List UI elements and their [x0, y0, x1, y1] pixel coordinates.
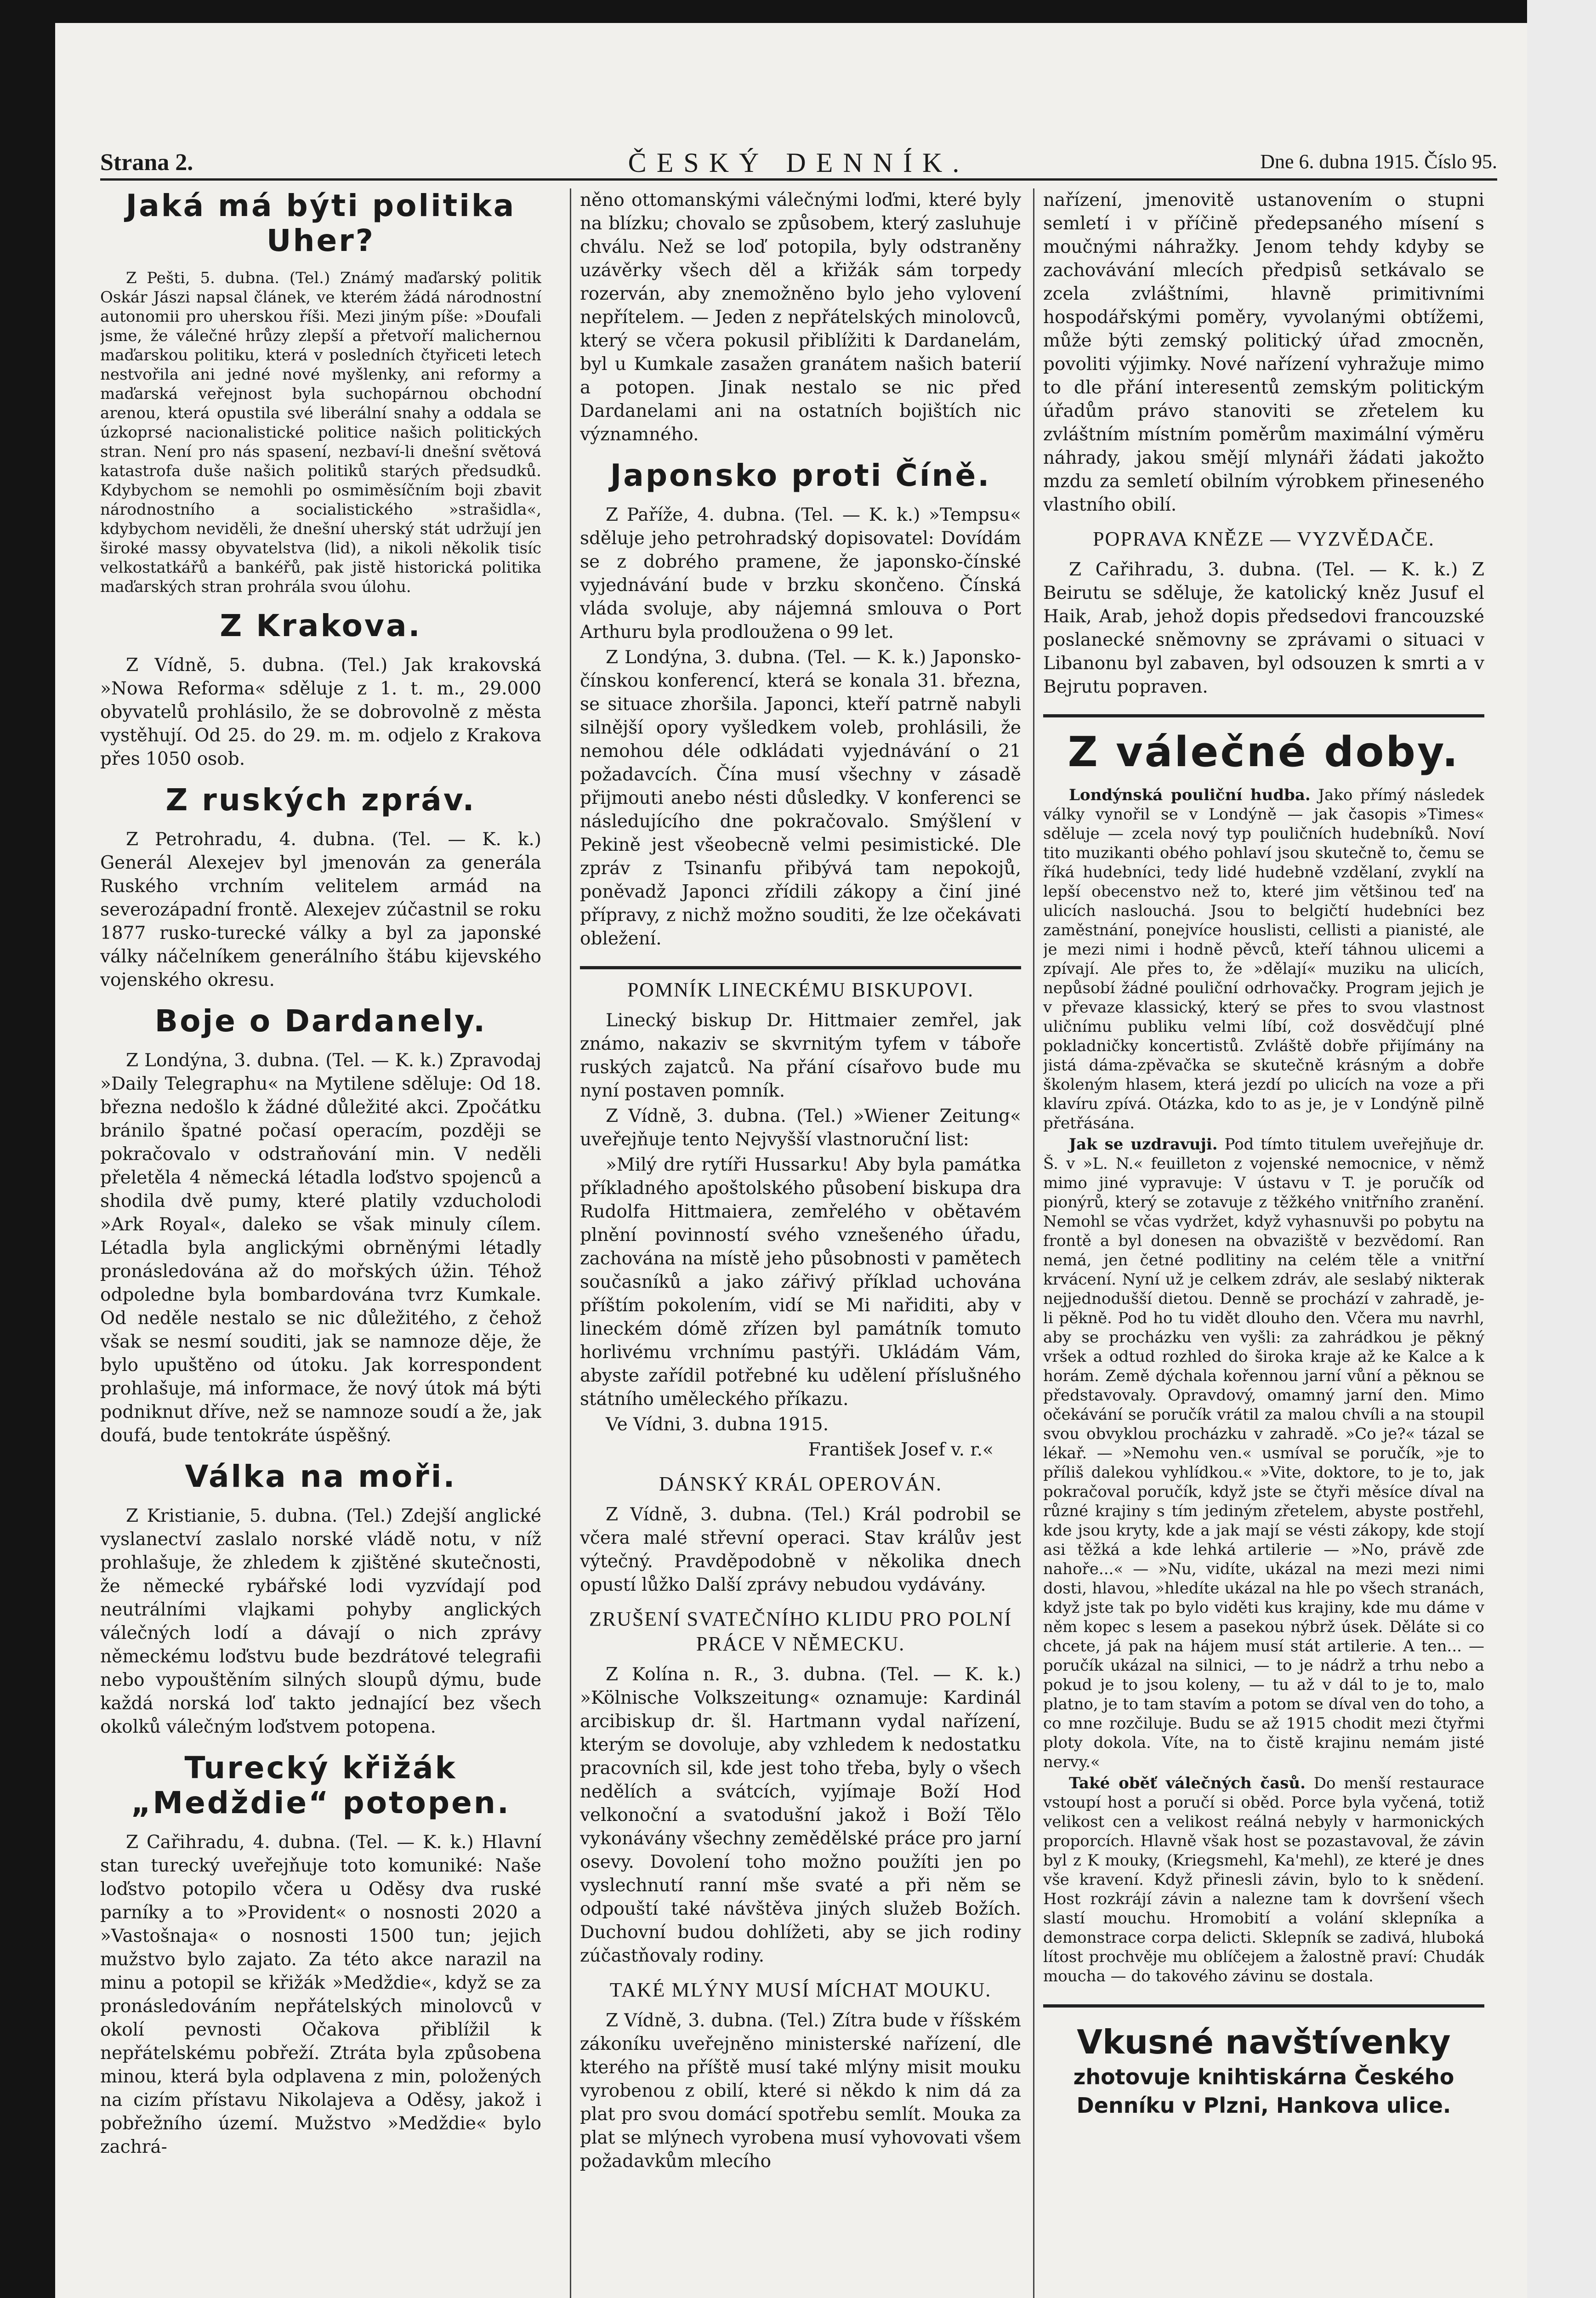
article-text: Z Cařihradu, 4. dubna. (Tel. — K. k.) Hlavní stan turecký uveřejňuje toto komuniké: Naše loďstvo potopilo včera u Oděsy dva ruské parníky a to »Provident« o nosnosti 2020 a »Vastošnaja« o nosnosti 1500 tun; jejich mužstvo bylo zajato. Za této akce narazil na minu a potopil se křižák »Medždie«, když se za pronásledováním nepřátelských minolovců v okolí pevnosti Očakova přiblížil k nepřátelskému pobřeží. Ztráta byla způsobena minou, která byla odplavena z min, položených na cizím přístavu Nikolajeva a Oděsy, jakož i pobřežního území. Mužstvo »Medždie« bylo zachrá-: [100, 1832, 541, 2157]
article-text: [1043, 1135, 1484, 1772]
signature-line: František Josef v. r.«: [808, 1439, 994, 1460]
article-title-war-at-sea: Válka na moři.: [185, 1459, 457, 1494]
article-title-krakow: Z Krakova.: [220, 608, 422, 643]
item-text: Do menší restaurace vstoupí host a poručí si oběd. Porce byla vyčená, totiž velikost cen a velikost reálná nebyly v harmonických proporcích. Hlavně však host se pozastavoval, že závin byl z K mouky, (Kriegsmehl, Ka'mehl), ze které je dnes vše kravení. Když přinesli závin, bylo to k snědení. Host rozkrájí závin a nalezne tam k dovršení všech slastí mouchu. Hromobití a volání sklepníka a demonstrace corpa delicti. Sklepník se zadivá, hluboká lítost prochvěje mu oblíčejem a žalostně praví: Chudák moucha — do takového závinu se dostala.: [1043, 1774, 1484, 1985]
article-title-danish-king: DÁNSKÝ KRÁL OPEROVÁN.: [659, 1473, 943, 1495]
article-title-mills: TAKÉ MLÝNY MUSÍ MÍCHAT MOUKU.: [609, 1979, 992, 2001]
article-text: Z Paříže, 4. dubna. (Tel. — K. k.) »Tempsu« sděluje jeho petrohradský dopisovatel: Dovídám se z dobrého pramene, že japonsko-čínské vyjednávání bude v brzku skončeno. Čínská vláda svoluje, aby nájemná smlouva o Port Arthuru byla prodloužena o 99 let.: [580, 505, 1021, 643]
item-text: Jako přímý následek války vynořil se v Londýně — jak časopis »Times« sděluje — zcela nový typ pouličních hudebníků. Noví tito muzikanti obého pohlaví jsou skutečně to, čemu se říká hudebníci, tedy lidé hudebně vzdělaní, zvyklí na lepší obecenstvo než to, které jim většinou teď na ulicích naslouchá. Jsou to belgičtí hudebníci bez zaměstnání, ponejvíce houslisti, cellisti a pianisté, ale je mezi nimi i hodně pěvců, kteří táhnou ulicemi a zpívají. Ale přes to, že »dělají« muziku na ulicích, nepůsobí žádné pouliční odrhovačky. Program jejich je v převaze klassický, který se přes to svou vlastnost uličnímu publiku velmi líbí, což dosvědčují plné pokladničky koncertistů. Zvláště dobře přijímány na jistá dáma-zpěvačka se skutečně krásným a dobře školeným hlasem, která jezdí po ulicích na voze a při klavíru zpívá. Otázka, kdo to as je, je v Londýně pilně přetřásána.: [1043, 786, 1484, 1132]
column-1: [100, 188, 541, 2298]
article-text: Z Cařihradu, 3. dubna. (Tel. — K. k.) Z Beirutu se sděluje, že katolický kněz Jusuf el Haik, Arab, jehož dopis předsedovi francouzské poslanecké sněmovny se zprávami o situaci v Libanonu byl zabaven, byl odsouzen k smrti a v Bejrutu popraven.: [1043, 559, 1484, 697]
article-text: Z Londýna, 3. dubna. (Tel. — K. k.) Japonsko-čínskou konferencí, která se konala 31. března, se situace zhoršila. Japonci, kteří patrně nabyli silnější opory vyšledkem voleb, prohlásili, že nemohou déle odkládati vyjednávání o 21 požadavcích. Čína musí všechny v zásadě přijmouti anebo nésti důsledky. V konferenci se následujícího dne pokračovalo. Smýšlení v Pekině jest všeobecně velmi pesimistické. Dle zpráv z Tsinanfu přibývá tam nepokojů, poněvadž Japonci zřídili zákopy a činí jiné přípravy, z nichž možno souditi, že lze očekávati obležení.: [580, 647, 1021, 949]
column-rule: [1033, 188, 1034, 2298]
ad-headline: Vkusné navštívenky: [1077, 2023, 1451, 2061]
article-title-priest-execution: POPRAVA KNĚZE — VYZVĚDAČE.: [1093, 528, 1435, 550]
article-text: Z Petrohradu, 4. dubna. (Tel. — K. k.) Generál Alexejev byl jmenován za generála Ruského vrchním velitelem armád na severozápadní frontě. Alexejev zúčastnil se roku 1877 rusko-turecké války a byl za japonské války náčelníkem generálního štábu kijevského vojenského okresu.: [100, 829, 541, 990]
article-title-medzidie: Turecký křižák „Medždie“ potopen.: [131, 1750, 511, 1820]
article-title-bishop-monument: POMNÍK LINECKÉMU BISKUPOVI.: [580, 966, 1021, 1002]
column-rule: [570, 188, 571, 2298]
item-lead: Také oběť válečných časů.: [1069, 1774, 1306, 1792]
article-text: Z Kristianie, 5. dubna. (Tel.) Zdejší anglické vyslanectví zaslalo norské vládě notu, v níž prohlašuje, že zhledem k zjištěné skutečnosti, že německé rybářské lodi vyzvídají pod neutrálními vlajkami pohyby anglických válečných lodí a dávají o nich zprávy německému loďstvu bude bezdrátové telegrafii nebo vypouštěním silných sloupů dýmu, bude každá norská loď takto jednající bez všech okolků válečným loďstvem potopena.: [100, 1506, 541, 1737]
page-number: Strana 2.: [100, 149, 193, 176]
article-title-holiday-rest: ZRUŠENÍ SVATEČNÍHO KLIDU PRO POLNÍ PRÁCE V NĚMECKU.: [589, 1608, 1012, 1655]
article-text: Z Vídně, 3. dubna. (Tel.) »Wiener Zeitung« uveřejňuje tento Nejvyšší vlastnoruční list:: [580, 1106, 1021, 1150]
newspaper-title: ČESKÝ DENNÍK.: [628, 148, 970, 178]
article-text: Z Kolína n. R., 3. dubna. (Tel. — K. k.) »Kölnische Volkszeitung« oznamuje: Kardinál arcibiskup dr. šl. Hartmann vydal nařízení, kterým se dovoluje, aby vzhledem k nedostatku pracovních sil, kde jest toho třeba, byly o všech nedělích a svátcích, vyjímaje Boží Hod velkonoční a svatodušní jakož i Boží Tělo vykonávány všechny zemědělské práce pro jarní osevy. Dovolení toho možno použíti jen po vyslechnutí ranní mše svaté a při něm se odpouští také návštěva jiných služeb Božích. Duchovní budou dohlížeti, aby se jich rodiny zúčastňovaly rodiny.: [580, 1664, 1021, 1966]
article-text: Z Vídně, 5. dubna. (Tel.) Jak krakovská »Nowa Reforma« sděluje z 1. t. m., 29.000 obyvatelů prohlásilo, že se dobrovolně z města vystěhují. Od 25. do 29. m. m. odjelo z Krakova přes 1050 osob.: [100, 655, 541, 769]
advertisement: [1043, 2004, 1484, 2120]
article-text: Ve Vídni, 3. dubna 1915.: [606, 1414, 829, 1435]
column-2: [580, 188, 1021, 2298]
column-3: [1043, 188, 1484, 2298]
article-text: něno ottomanskými válečnými loďmi, které byly na blízku; chovalo se způsobem, který zasluhuje chválu. Než se loď potopila, byly odstraněny uzávěrky všech děl a křižák sám torpedy rozerván, aby znemožněno bylo jeho vylovení nepřítelem. — Jeden z nepřátelských minolovců, který se včera pokusil přiblížiti k Dardanelám, byl u Kumkale zasažen granátem našich baterií a potopen. Jinak nestalo se nic před Dardanelami ani na ostatních bojištích nic významného.: [580, 190, 1021, 445]
article-text: Z Pešti, 5. dubna. (Tel.) Známý maďarský politik Oskár Jászi napsal článek, ve kterém žádá národnostní autonomii pro uherskou říši. Mezi jiným píše: »Doufali jsme, že válečné hrůzy zlepší a přetvoří malichernou maďarskou politiku, která v posledních čtyřiceti letech nestvořila ani jedné nové myšlenky, ani reformy a maďarská veřejnost byla suchopárnou obchodní arenou, která opustila své liberální snahy a oddala se úzkoprsé nacionalistické politice našich politických stran. Není pro nás spasení, nezbaví-li dnešní světová katastrofa duše našich politiků starých předsudků. Kdybychom se nemohli po osmiměsíčním boji zbavit národnostního a socialistického »strašidla«, kdybychom neviděli, že dnešní uherský stát udržují jen široké massy obyvatelstva (lid), a nikoli několik tisíc velkostatkářů a bankéřů, pak jistě historická politika maďarských stran prohrála svou úlohu.: [100, 269, 541, 596]
article-title-hungary: Jaká má býti politika Uher?: [125, 188, 516, 258]
item-text: Pod tímto titulem uveřejňuje dr. Š. v »L. N.« feuilleton z vojenské nemocnice, v němž mimo jiné vypravuje: V ústavu v T. je poručík od pionýrů, který se zotavuje z těžkého vnitřního zranění. Nemohl se včas vydržet, když vyhasnuvši po pobytu na frontě a byl donesen na obvaziště v bezvědomí. Ran nemá, jen četné podlitiny na celém těle a vnitřní krvácení. Nyní už je celkem zdráv, ale seslabý nikterak nejjednodušší dietou. Denně se prochází v zahradě, je-li pěkně. Pod ho tu vidět dlouho den. Včera mu navrhl, aby se procházku ven vyšli: za zahrádkou je pěkný vršek a odtud rozhled do široka kraje až ke Kalce a k horám. Země dýchala kořennou jarní vůní a pěknou se představovaly. Opravdový, omamný jarní den. Mimo očekávání se poručík vrátil za malou chvíli a na stoupil svou obvyklou procházku v zahradě. »Co je?« tázal se lékař. — »Nemohu ven.« usmíval se poručík, »je to příliš dalekou vyhlídkou.« »Vite, doktore, to je to, jak pokračoval poručík, když jste se čtyři měsíce díval na různé krajiny s tím jediným zřetelem, abyste postřehl, kde jsou kryty, kde a jak mají se vésti zákopy, kde stojí asi těžká a kde lehká artilerie — »No, právě zde nahoře...« — »Nu, vidíte, ukázal na mezi mezi nimi dosti, hlavou, »hledíte ukázal na hle po všech stranách, když jste tak po bylo viděti kus krajiny, kde mu dáme v něm kopec s lesem a pasekou nýbrž úsek. Děláte si co chcete, já pak na hájem musí stát artilerie. A ten... — poručík ukázal na silnici, — to je nádrž a trhu nebo a pokud je to jsou koleny, — tu až v dál to je to, malo platno, je to tam stavím a potom se díval ven do toho, a co mne rozčiluje. Budu se až 1915 chodit mezi čtyřmi ploty dokola. Víte, na to čistě krajinu nemám jisté nervy.«: [1043, 1135, 1484, 1771]
article-title-dardanelles: Boje o Dardanely.: [154, 1003, 487, 1039]
article-text: Z Vídně, 3. dubna. (Tel.) Král podrobil se včera malé střevní operaci. Stav králův jest výtečný. Pravděpodobně v několika dnech opustí lůžko Další zprávy nebudou vydávány.: [580, 1504, 1021, 1595]
issue-date: Dne 6. dubna 1915. Číslo 95.: [1260, 150, 1497, 173]
article-text: [1043, 1774, 1484, 1986]
ad-text: zhotovuje knihtiskárna Českého Denníku v Plzni, Hankova ulice.: [1073, 2065, 1454, 2118]
item-lead: Jak se uzdravuji.: [1069, 1135, 1218, 1154]
section-title-war-times: Z válečné doby.: [1043, 714, 1484, 775]
page-header: [100, 146, 1497, 181]
article-text: Z Vídně, 3. dubna. (Tel.) Zítra bude v říšském zákoníku uveřejněno ministerské nařízení, dle kterého na příště musí také mlýny misit mouku vyrobenou z obilí, které si někdo k nim dá za plat pro svou domácí spotřebu semlít. Mouka za plat se mlýnech vyrobena musí vyhovovati všem požadavkům mlecího: [580, 2010, 1021, 2172]
scanner-margin: [1527, 0, 1596, 2298]
article-text: Z Londýna, 3. dubna. (Tel. — K. k.) Zpravodaj »Daily Telegraphu« na Mytilene sděluje: Od 18. března nedošlo k žádné důležité akci. Zpočátku bránilo špatné počasí operacím, později se pokračovalo v odstraňování min. V neděli přeletěla 4 německá létadla loďstvo spojenců a shodila dvě pumy, které platily vzducholodi »Ark Royal«, daleko se však minuly cílem. Létadla byla anglickými obrněnými létadly pronásledována až do mořských úžin. Téhož odpoledne byla bombardována tvrz Kumkale. Od neděle nestalo se nic důležitého, z čehož však se nesmí souditi, jak se namnoze děje, že bylo upuštěno od útoku. Jak korrespondent prohlašuje, má informace, že nový útok má býti podniknut dříve, než se namnoze soudí a že, jak doufá, bude tentokráte úspěšný.: [100, 1050, 541, 1446]
article-text: Linecký biskup Dr. Hittmaier zemřel, jak známo, nakaziv se skvrnitým tyfem v táboře ruských zajatců. Na přání císařovo bude mu nyní postaven pomník.: [580, 1010, 1021, 1101]
article-text: [1043, 785, 1484, 1133]
item-lead: Londýnská pouliční hudba.: [1069, 786, 1311, 804]
article-title-japan-china: Japonsko proti Číně.: [610, 458, 991, 493]
article-title-russian-news: Z ruských zpráv.: [165, 782, 476, 818]
article-text: »Milý dre rytíři Hussarku! Aby byla památka příkladného apoštolského působení biskupa dra Rudolfa Hittmaiera, zemřelého v obětavém plnění povinností svého vznešeného úřadu, zachována na místě jeho působnosti v pamětech současníků a jako zářivý příklad uchována příštím pokolením, vidí se Mi nařiditi, aby v lineckém dómě zřízen byl památník tomuto horlivému vrchnímu pastýři. Ukládám Vám, abyste zařídil potřebné ku udělení příslušného státního uměleckého příkazu.: [580, 1155, 1021, 1410]
article-text: nařízení, jmenovitě ustanovením o stupni semletí i v příčině předepsaného mísení s moučnými náhražky. Jenom tehdy kdyby se zachovávání mlecích předpisů setkávalo se zcela zvláštními, hlavně primitivními hospodářskými poměry, vyvolanými obtížemi, může býti zemský politický úřad zmocněn, povoliti výjimky. Nové nařízení vyhražuje mimo to dle přání interesentů zemským politickým úřadům právo stanoviti se zřetelem ku zvláštním místním poměrům maximální výměru náhrady, jakou smějí mlynáři žádati jakožto mzdu za semletí obilním výrobkem přineseného vlastního obilí.: [1043, 190, 1484, 515]
